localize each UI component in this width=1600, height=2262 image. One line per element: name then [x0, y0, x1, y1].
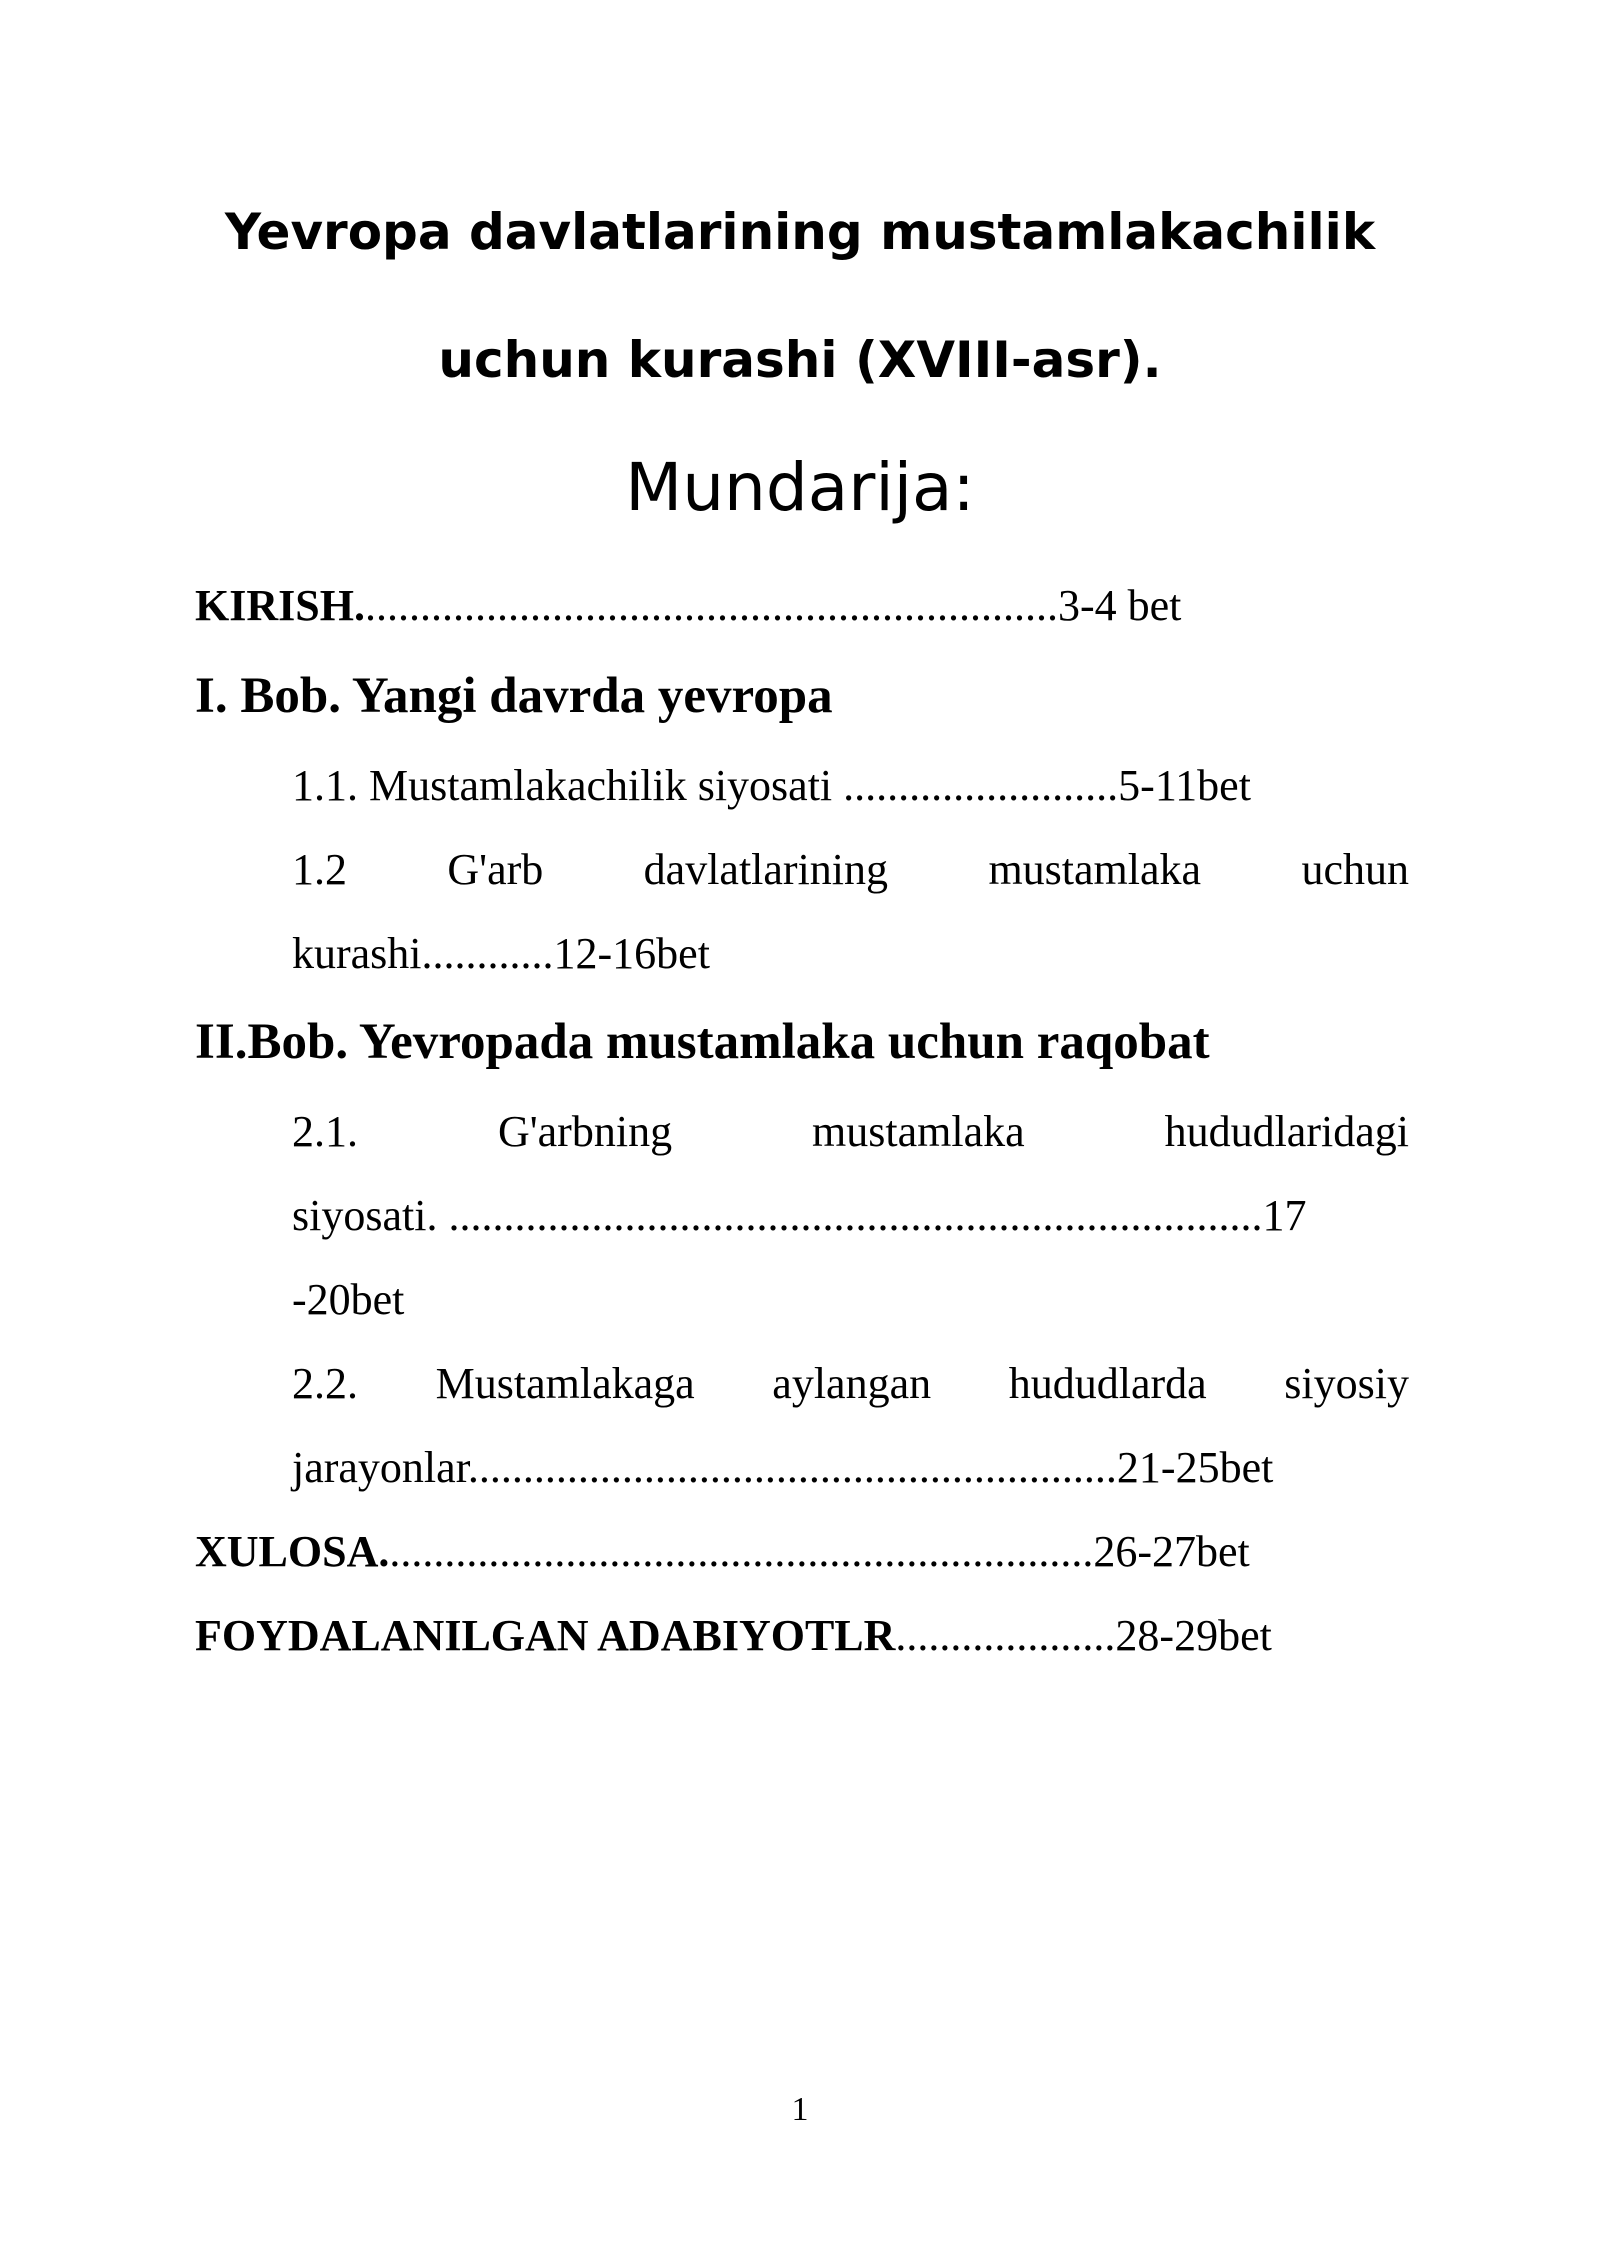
word: 2.2. [292, 1359, 358, 1408]
toc-section-1-1: 1.1. Mustamlakachilik siyosati .........................5-11bet [292, 761, 1251, 810]
word: 1.2 [292, 845, 347, 894]
word: uchun [1301, 845, 1409, 894]
word: hududlaridagi [1164, 1107, 1409, 1156]
word: davlatlarining [643, 845, 889, 894]
word: Mustamlakaga [435, 1359, 695, 1408]
toc-entry-intro-pages: ...............................................................3-4 bet [364, 581, 1182, 630]
toc-entry-conclusion-pages: ................................................................26-27bet [389, 1527, 1250, 1576]
toc-section-1-2-line-1 [292, 842, 1409, 898]
toc-entry-conclusion [195, 1524, 1250, 1580]
toc-entry-intro [195, 578, 1181, 634]
word: aylangan [772, 1359, 932, 1408]
word: mustamlaka [988, 845, 1202, 894]
toc-entry-intro-label: KIRISH. [195, 581, 365, 630]
toc-entry-references-pages: ....................28-29bet [895, 1611, 1272, 1660]
toc-chapter-1-title: I. Bob. Yangi davrda yevropa [195, 668, 833, 724]
toc-chapter-2-title: II.Bob. Yevropada mustamlaka uchun raqobat [195, 1014, 1210, 1070]
toc-entry-references-label: FOYDALANILGAN ADABIYOTLR [195, 1611, 896, 1660]
toc-section-2-2-line-1 [292, 1356, 1409, 1412]
toc-section-2-1-line-2: siyosati. ..........................................................................17 [292, 1191, 1307, 1240]
toc-section-2-1-line-3: -20bet [292, 1275, 405, 1324]
toc-section-1-2-line-2: kurashi............12-16bet [292, 929, 710, 978]
document-title-line-1: Yevropa davlatlarining mustamlakachilik [224, 203, 1376, 261]
word: siyosiy [1284, 1359, 1409, 1408]
toc-heading: Mundarija: [625, 449, 975, 526]
word: hududlarda [1008, 1359, 1207, 1408]
toc-entry-references [195, 1608, 1272, 1664]
toc-section-2-1-line-1 [292, 1104, 1409, 1160]
word: G'arbning [497, 1107, 673, 1156]
word: mustamlaka [812, 1107, 1025, 1156]
word: G'arb [447, 845, 544, 894]
toc-entry-conclusion-label: XULOSA. [195, 1527, 390, 1576]
word: 2.1. [292, 1107, 358, 1156]
page-number: 1 [791, 2091, 809, 2128]
toc-section-2-2-line-2: jarayonlar...........................................................21-25bet [292, 1443, 1274, 1492]
document-title-line-2: uchun kurashi (XVIII-asr). [438, 331, 1162, 389]
